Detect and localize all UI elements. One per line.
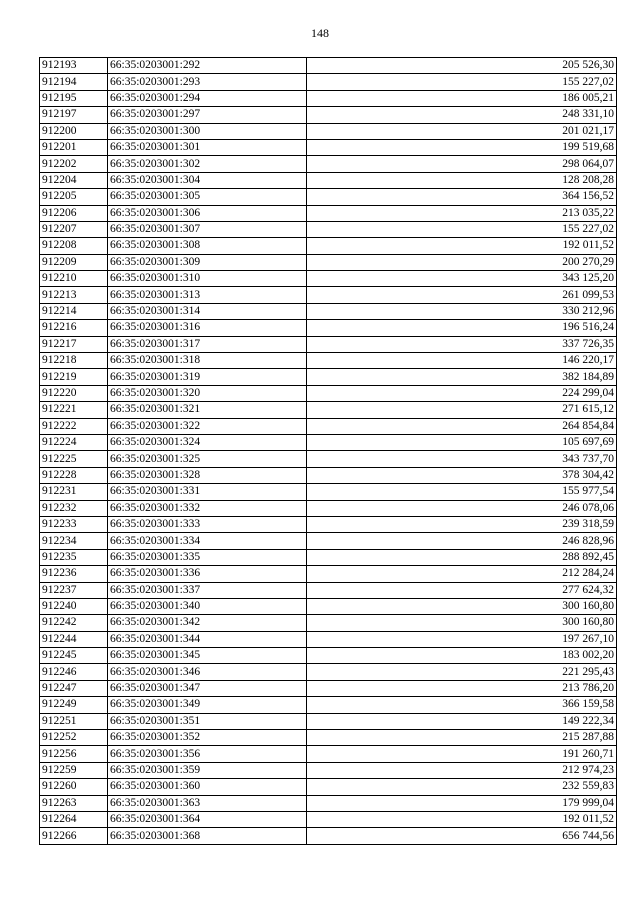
cadastral-number-cell: 66:35:0203001:304: [108, 172, 307, 188]
value-cell: 366 159,58: [307, 697, 617, 713]
cadastral-number-cell: 66:35:0203001:306: [108, 205, 307, 221]
table-row: [40, 631, 617, 647]
table-row: [40, 680, 617, 696]
value-cell: 298 064,07: [307, 156, 617, 172]
table-row: [40, 730, 617, 746]
record-id-cell: 912245: [40, 648, 108, 664]
table-row: [40, 139, 617, 155]
value-cell: 248 331,10: [307, 107, 617, 123]
value-cell: 183 002,20: [307, 648, 617, 664]
table-row: [40, 746, 617, 762]
value-cell: 186 005,21: [307, 90, 617, 106]
cadastral-number-cell: 66:35:0203001:364: [108, 811, 307, 827]
value-cell: 155 977,54: [307, 484, 617, 500]
cadastral-number-cell: 66:35:0203001:322: [108, 418, 307, 434]
table-row: [40, 402, 617, 418]
table-row: [40, 189, 617, 205]
record-id-cell: 912208: [40, 238, 108, 254]
value-cell: 155 227,02: [307, 74, 617, 90]
record-id-cell: 912236: [40, 566, 108, 582]
cadastral-number-cell: 66:35:0203001:351: [108, 713, 307, 729]
cadastral-number-cell: 66:35:0203001:293: [108, 74, 307, 90]
value-cell: 277 624,32: [307, 582, 617, 598]
cadastral-number-cell: 66:35:0203001:333: [108, 516, 307, 532]
table-row: [40, 467, 617, 483]
record-id-cell: 912237: [40, 582, 108, 598]
value-cell: 201 021,17: [307, 123, 617, 139]
record-id-cell: 912216: [40, 320, 108, 336]
cadastral-number-cell: 66:35:0203001:321: [108, 402, 307, 418]
registry-table-body: [40, 58, 617, 845]
record-id-cell: 912235: [40, 549, 108, 565]
table-row: [40, 205, 617, 221]
record-id-cell: 912247: [40, 680, 108, 696]
cadastral-number-cell: 66:35:0203001:309: [108, 254, 307, 270]
value-cell: 105 697,69: [307, 434, 617, 450]
cadastral-number-cell: 66:35:0203001:297: [108, 107, 307, 123]
table-row: [40, 434, 617, 450]
table-row: [40, 500, 617, 516]
value-cell: 264 854,84: [307, 418, 617, 434]
cadastral-number-cell: 66:35:0203001:368: [108, 828, 307, 844]
record-id-cell: 912228: [40, 467, 108, 483]
cadastral-number-cell: 66:35:0203001:325: [108, 451, 307, 467]
table-row: [40, 74, 617, 90]
record-id-cell: 912232: [40, 500, 108, 516]
cadastral-number-cell: 66:35:0203001:336: [108, 566, 307, 582]
table-row: [40, 762, 617, 778]
cadastral-number-cell: 66:35:0203001:346: [108, 664, 307, 680]
record-id-cell: 912202: [40, 156, 108, 172]
value-cell: 179 999,04: [307, 795, 617, 811]
cadastral-number-cell: 66:35:0203001:342: [108, 615, 307, 631]
table-row: [40, 385, 617, 401]
value-cell: 271 615,12: [307, 402, 617, 418]
value-cell: 261 099,53: [307, 287, 617, 303]
cadastral-number-cell: 66:35:0203001:347: [108, 680, 307, 696]
cadastral-number-cell: 66:35:0203001:331: [108, 484, 307, 500]
cadastral-number-cell: 66:35:0203001:356: [108, 746, 307, 762]
record-id-cell: 912221: [40, 402, 108, 418]
table-row: [40, 828, 617, 844]
record-id-cell: 912259: [40, 762, 108, 778]
value-cell: 128 208,28: [307, 172, 617, 188]
cadastral-number-cell: 66:35:0203001:352: [108, 730, 307, 746]
cadastral-number-cell: 66:35:0203001:337: [108, 582, 307, 598]
table-row: [40, 303, 617, 319]
cadastral-number-cell: 66:35:0203001:300: [108, 123, 307, 139]
value-cell: 213 035,22: [307, 205, 617, 221]
cadastral-number-cell: 66:35:0203001:319: [108, 369, 307, 385]
record-id-cell: 912209: [40, 254, 108, 270]
cadastral-number-cell: 66:35:0203001:305: [108, 189, 307, 205]
record-id-cell: 912256: [40, 746, 108, 762]
cadastral-number-cell: 66:35:0203001:363: [108, 795, 307, 811]
record-id-cell: 912206: [40, 205, 108, 221]
cadastral-number-cell: 66:35:0203001:292: [108, 58, 307, 74]
value-cell: 200 270,29: [307, 254, 617, 270]
record-id-cell: 912264: [40, 811, 108, 827]
record-id-cell: 912193: [40, 58, 108, 74]
table-row: [40, 172, 617, 188]
cadastral-number-cell: 66:35:0203001:310: [108, 271, 307, 287]
table-row: [40, 287, 617, 303]
record-id-cell: 912197: [40, 107, 108, 123]
record-id-cell: 912210: [40, 271, 108, 287]
cadastral-number-cell: 66:35:0203001:340: [108, 598, 307, 614]
record-id-cell: 912207: [40, 221, 108, 237]
record-id-cell: 912251: [40, 713, 108, 729]
cadastral-number-cell: 66:35:0203001:308: [108, 238, 307, 254]
record-id-cell: 912266: [40, 828, 108, 844]
cadastral-number-cell: 66:35:0203001:332: [108, 500, 307, 516]
table-row: [40, 271, 617, 287]
table-row: [40, 697, 617, 713]
value-cell: 364 156,52: [307, 189, 617, 205]
value-cell: 343 125,20: [307, 271, 617, 287]
cadastral-number-cell: 66:35:0203001:294: [108, 90, 307, 106]
table-row: [40, 664, 617, 680]
record-id-cell: 912195: [40, 90, 108, 106]
table-row: [40, 238, 617, 254]
table-row: [40, 254, 617, 270]
table-row: [40, 484, 617, 500]
cadastral-number-cell: 66:35:0203001:344: [108, 631, 307, 647]
record-id-cell: 912205: [40, 189, 108, 205]
value-cell: 213 786,20: [307, 680, 617, 696]
table-row: [40, 58, 617, 74]
value-cell: 192 011,52: [307, 238, 617, 254]
cadastral-number-cell: 66:35:0203001:317: [108, 336, 307, 352]
table-row: [40, 566, 617, 582]
cadastral-number-cell: 66:35:0203001:320: [108, 385, 307, 401]
record-id-cell: 912214: [40, 303, 108, 319]
record-id-cell: 912260: [40, 779, 108, 795]
record-id-cell: 912249: [40, 697, 108, 713]
value-cell: 239 318,59: [307, 516, 617, 532]
cadastral-number-cell: 66:35:0203001:318: [108, 353, 307, 369]
value-cell: 378 304,42: [307, 467, 617, 483]
table-row: [40, 795, 617, 811]
record-id-cell: 912263: [40, 795, 108, 811]
record-id-cell: 912222: [40, 418, 108, 434]
table-row: [40, 107, 617, 123]
record-id-cell: 912233: [40, 516, 108, 532]
value-cell: 224 299,04: [307, 385, 617, 401]
table-row: [40, 353, 617, 369]
value-cell: 199 519,68: [307, 139, 617, 155]
record-id-cell: 912225: [40, 451, 108, 467]
value-cell: 149 222,34: [307, 713, 617, 729]
table-row: [40, 123, 617, 139]
value-cell: 246 078,06: [307, 500, 617, 516]
value-cell: 197 267,10: [307, 631, 617, 647]
record-id-cell: 912213: [40, 287, 108, 303]
value-cell: 192 011,52: [307, 811, 617, 827]
cadastral-number-cell: 66:35:0203001:349: [108, 697, 307, 713]
record-id-cell: 912231: [40, 484, 108, 500]
record-id-cell: 912234: [40, 533, 108, 549]
cadastral-number-cell: 66:35:0203001:334: [108, 533, 307, 549]
table-row: [40, 713, 617, 729]
record-id-cell: 912201: [40, 139, 108, 155]
value-cell: 337 726,35: [307, 336, 617, 352]
cadastral-number-cell: 66:35:0203001:360: [108, 779, 307, 795]
cadastral-number-cell: 66:35:0203001:301: [108, 139, 307, 155]
table-row: [40, 516, 617, 532]
value-cell: 246 828,96: [307, 533, 617, 549]
cadastral-number-cell: 66:35:0203001:345: [108, 648, 307, 664]
record-id-cell: 912204: [40, 172, 108, 188]
table-row: [40, 811, 617, 827]
cadastral-number-cell: 66:35:0203001:316: [108, 320, 307, 336]
record-id-cell: 912217: [40, 336, 108, 352]
cadastral-number-cell: 66:35:0203001:328: [108, 467, 307, 483]
value-cell: 155 227,02: [307, 221, 617, 237]
value-cell: 196 516,24: [307, 320, 617, 336]
table-row: [40, 598, 617, 614]
table-row: [40, 549, 617, 565]
record-id-cell: 912194: [40, 74, 108, 90]
table-row: [40, 582, 617, 598]
record-id-cell: 912220: [40, 385, 108, 401]
value-cell: 212 284,24: [307, 566, 617, 582]
table-row: [40, 648, 617, 664]
value-cell: 212 974,23: [307, 762, 617, 778]
value-cell: 205 526,30: [307, 58, 617, 74]
table-row: [40, 533, 617, 549]
value-cell: 146 220,17: [307, 353, 617, 369]
value-cell: 191 260,71: [307, 746, 617, 762]
value-cell: 330 212,96: [307, 303, 617, 319]
value-cell: 221 295,43: [307, 664, 617, 680]
record-id-cell: 912246: [40, 664, 108, 680]
table-row: [40, 156, 617, 172]
table-row: [40, 418, 617, 434]
record-id-cell: 912219: [40, 369, 108, 385]
cadastral-number-cell: 66:35:0203001:314: [108, 303, 307, 319]
table-row: [40, 221, 617, 237]
cadastral-number-cell: 66:35:0203001:335: [108, 549, 307, 565]
value-cell: 656 744,56: [307, 828, 617, 844]
value-cell: 215 287,88: [307, 730, 617, 746]
cadastral-number-cell: 66:35:0203001:324: [108, 434, 307, 450]
record-id-cell: 912244: [40, 631, 108, 647]
table-row: [40, 320, 617, 336]
value-cell: 232 559,83: [307, 779, 617, 795]
record-id-cell: 912252: [40, 730, 108, 746]
cadastral-number-cell: 66:35:0203001:302: [108, 156, 307, 172]
page-number: 148: [311, 26, 329, 40]
cadastral-number-cell: 66:35:0203001:307: [108, 221, 307, 237]
value-cell: 382 184,89: [307, 369, 617, 385]
table-row: [40, 451, 617, 467]
table-row: [40, 336, 617, 352]
table-row: [40, 779, 617, 795]
table-row: [40, 369, 617, 385]
cadastral-number-cell: 66:35:0203001:313: [108, 287, 307, 303]
value-cell: 288 892,45: [307, 549, 617, 565]
cadastral-number-cell: 66:35:0203001:359: [108, 762, 307, 778]
table-row: [40, 615, 617, 631]
record-id-cell: 912240: [40, 598, 108, 614]
record-id-cell: 912242: [40, 615, 108, 631]
record-id-cell: 912224: [40, 434, 108, 450]
record-id-cell: 912218: [40, 353, 108, 369]
record-id-cell: 912200: [40, 123, 108, 139]
value-cell: 300 160,80: [307, 598, 617, 614]
table-row: [40, 90, 617, 106]
value-cell: 343 737,70: [307, 451, 617, 467]
registry-table: [39, 57, 617, 845]
value-cell: 300 160,80: [307, 615, 617, 631]
